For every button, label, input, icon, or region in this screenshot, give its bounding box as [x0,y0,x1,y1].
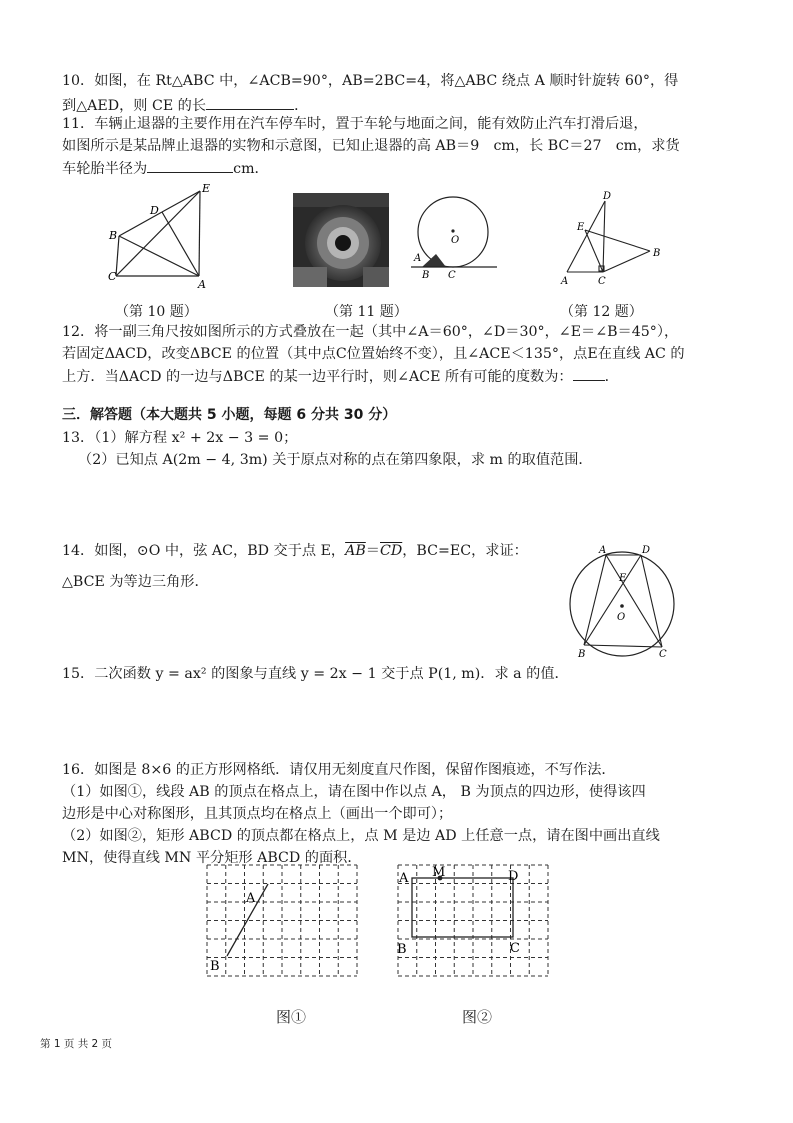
q13-line2: （2）已知点 A(2m − 4, 3m) 关于原点对称的点在第四象限，求 m 的取值范围． [78,452,593,468]
q10-line2-end: ． [294,98,309,114]
fig12-label-e: E [577,222,585,233]
fig11-label-a: A [414,253,422,264]
q12-line3 [62,366,619,387]
q11-answer-blank [147,158,233,173]
fig12-label-d: D [603,191,612,202]
q13-line1: 13．（1）解方程 x² + 2x − 3 = 0； [62,430,298,446]
caption-fig11: （第 11 题） [325,304,408,320]
fig14-label-o: O [617,612,626,623]
q15-line1: 15．二次函数 y = ax² 的图象与直线 y = 2x − 1 交于点 P(1, m)．求 a 的值． [62,666,569,682]
fig12-label-b: B [653,248,661,259]
figure-12 [555,188,670,288]
fig10-label-e: E [202,182,211,195]
fig14-label-b: B [578,649,586,660]
q16-line5: MN，使得直线 MN 平分矩形 ABCD 的面积． [62,850,362,866]
q11-line3 [62,158,269,179]
q14-arc-cd: $\overline{CD}$ [380,543,403,559]
q11-line2: 如图所示是某品牌止退器的实物和示意图，已知止退器的高 AB＝9 cm，长 BC＝27 cm，求货 [62,138,680,154]
q10-line2 [62,95,308,116]
grid1-label-a: A [246,891,256,906]
figure-10 [100,182,220,294]
fig14-label-e: E [619,573,627,584]
fig10-label-b: B [109,229,118,242]
figure-11 [405,192,505,278]
grid2-label-m: M [432,865,446,880]
grid2-label-b: B [397,942,407,957]
caption-grid1: 图① [276,1008,307,1026]
q14-line1 [62,541,528,561]
q12-line2: 若固定ΔACD，改变ΔBCE 的位置（其中点C位置始终不变），且∠ACE＜135°，点E在直线 AC 的 [62,346,685,362]
caption-grid2: 图② [462,1008,493,1026]
q14-arc-ab: $\overline{AB}$ [345,543,366,559]
caption-fig10: （第 10 题） [115,304,198,320]
fig11-label-c: C [448,270,456,278]
fig12-label-c: C [598,276,606,287]
q16-line3: 边形是中心对称图形，且其顶点均在格点上（画出一个即可）； [62,806,453,822]
q10-line1: 10．如图，在 Rt△ABC 中，∠ACB=90°，AB=2BC=4，将△ABC 绕点 A 顺时针旋转 60°，得 [62,73,679,89]
grid2-label-d: D [508,869,519,884]
q14-line1-end: ，BC=EC，求证： [402,543,528,559]
section-3-heading: 三．解答题（本大题共 5 小题，每题 6 分共 30 分） [62,407,397,423]
q10-line2-text: 到△AED，则 CE 的长 [62,98,207,114]
q10-answer-blank [206,95,294,110]
q14-line1-text: 14．如图，⊙O 中，弦 AC，BD 交于点 E， [62,543,346,559]
q16-line2: （1）如图①，线段 AB 的顶点在格点上，请在图中作以点 A， B 为顶点的四边形，使得该四 [62,784,646,800]
fig10-label-d: D [150,204,159,217]
wheel-chock-photo [293,193,389,287]
q14-equals: ＝ [365,543,380,559]
fig14-label-d: D [642,545,651,556]
figure-14 [562,542,682,660]
q12-line3-text: 上方．当ΔACD 的一边与ΔBCE 的某一边平行时，则∠ACE 所有可能的度数为： [62,369,573,385]
fig11-label-b: B [422,270,430,278]
grid2-label-a: A [399,871,409,886]
q11-line3-text: 车轮胎半径为 [62,161,148,177]
grid-figure-2 [391,860,556,980]
q11-line3-end: cm． [233,161,269,177]
fig14-label-c: C [659,649,667,660]
q12-line1: 12．将一副三角尺按如图所示的方式叠放在一起（其中∠A＝60°，∠D＝30°，∠E＝∠B＝45°）， [62,324,679,340]
fig12-label-a: A [561,276,569,287]
q12-answer-blank [573,366,605,381]
q16-line1: 16．如图是 8×6 的正方形网格纸．请仅用无刻度直尺作图，保留作图痕迹，不写作法． [62,762,616,778]
fig11-label-o: O [451,235,460,246]
page-footer: 第 1 页 共 2 页 [40,1038,113,1050]
q16-line4: （2）如图②，矩形 ABCD 的顶点都在格点上，点 M 是边 AD 上任意一点，请在图中画出直线 [62,828,660,844]
fig10-label-c: C [108,270,117,283]
q12-line3-end: ． [604,369,619,385]
fig10-label-a: A [198,278,206,291]
q11-line1: 11．车辆止退器的主要作用在汽车停车时，置于车轮与地面之间，能有效防止汽车打滑后退， [62,116,648,132]
caption-fig12: （第 12 题） [560,304,643,320]
grid-figure-1 [200,860,365,980]
fig14-label-a: A [599,545,607,556]
grid1-label-b: B [210,959,220,974]
grid2-label-c: C [510,941,520,956]
q14-line2: △BCE 为等边三角形． [62,574,209,590]
